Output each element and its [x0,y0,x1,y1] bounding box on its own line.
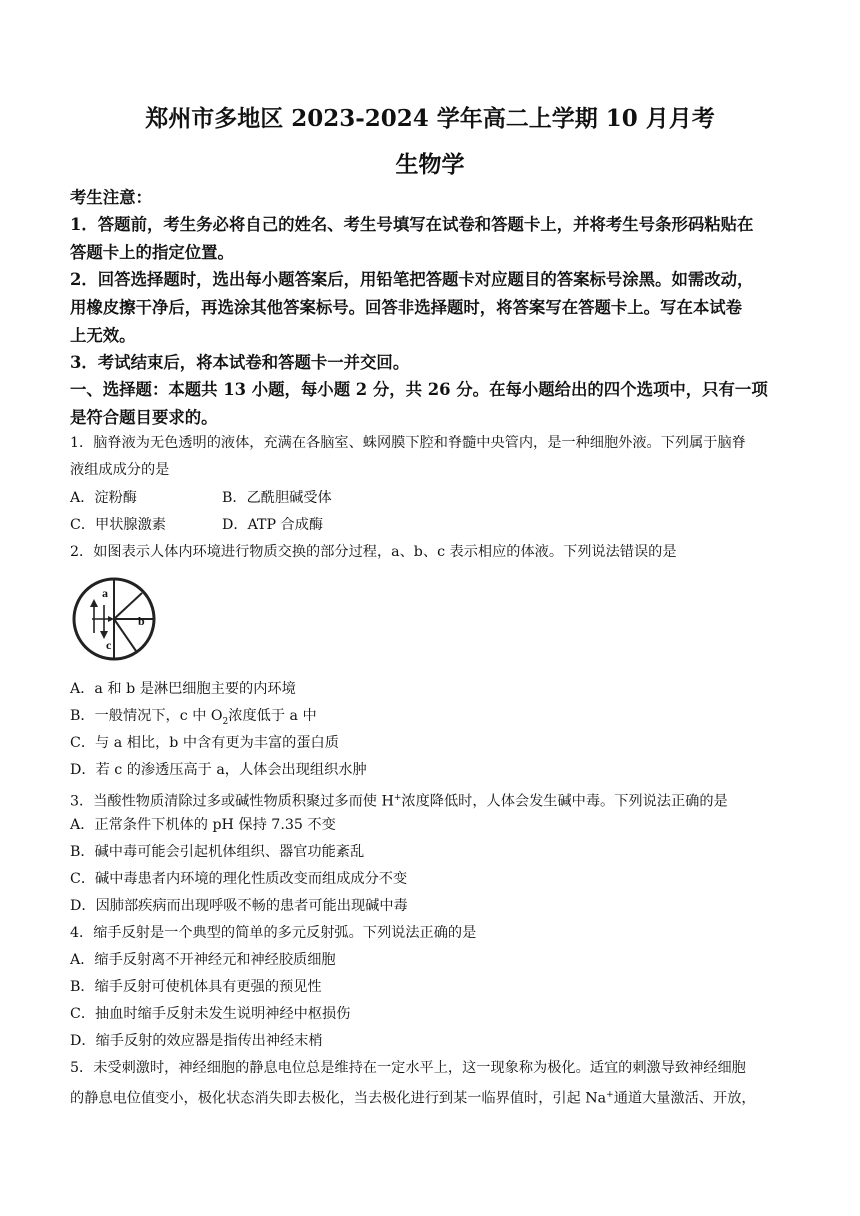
q4-option-d: D．缩手反射的效应器是指传出神经末梢 [70,1033,323,1049]
diagram-branch-lower [114,619,136,651]
section-heading-line-2: 是符合题目要求的。 [70,408,218,427]
notice-item-3: 3．考试结束后，将本试卷和答题卡一并交回。 [70,353,410,372]
q1-option-a: A．淀粉酶 [70,490,137,506]
q5-stem-line-1: 5．未受刺激时，神经细胞的静息电位总是维持在一定水平上，这一现象称为极化。适宜的刺激导致神经细胞 [70,1060,746,1076]
diagram-arrowhead-up [90,599,98,607]
diagram-label-a: a [102,586,108,600]
body-fluid-diagram [68,573,160,665]
diagram-label-b: b [138,614,145,628]
diagram-label-c: c [106,638,112,652]
q1-stem-line-1: 1．脑脊液为无色透明的液体，充满在各脑室、蛛网膜下腔和脊髓中央管内，是一种细胞外液。下列属于脑脊 [70,435,746,451]
q1-option-b: B．乙酰胆碱受体 [222,490,332,506]
q3-stem: 3．当酸性物质清除过多或碱性物质积聚过多而使 H+浓度降低时，人体会发生碱中毒。下列说法正确的是 [70,793,728,810]
notice-heading: 考生注意： [70,188,152,207]
q4-option-c: C．抽血时缩手反射未发生说明神经中枢损伤 [70,1006,351,1022]
notice-item-2-line-3: 上无效。 [70,326,136,345]
q2-option-d: D．若 c 的渗透压高于 a，人体会出现组织水肿 [70,762,367,778]
notice-item-2-line-1: 2．回答选择题时，选出每小题答案后，用铅笔把答题卡对应题目的答案标号涂黑。如需改动， [70,270,754,289]
q1-stem-line-2: 液组成成分的是 [70,462,170,478]
subject-title: 生物学 [395,151,465,178]
q1-option-c: C．甲状腺激素 [70,517,166,533]
notice-item-1-line-2: 答题卡上的指定位置。 [70,243,234,262]
section-heading-line-1: 一、选择题：本题共 13 小题，每小题 2 分，共 26 分。在每小题给出的四个选项中，只有一项 [70,380,768,399]
q5-stem-line-2: 的静息电位值变小，极化状态消失即去极化，当去极化进行到某一临界值时，引起 Na+通道大量激活、开放， [70,1090,756,1107]
q3-option-b: B．碱中毒可能会引起机体组织、器官功能紊乱 [70,844,365,860]
q2-option-b: B．一般情况下，c 中 $O_2$浓度低于 a 中 [70,708,317,727]
q4-option-b: B．缩手反射可使机体具有更强的预见性 [70,979,322,995]
exam-title: 郑州市多地区 2023-2024 学年高二上学期 10 月月考 [145,105,715,132]
q1-option-d: D．ATP 合成酶 [222,517,324,533]
q3-option-c: C．碱中毒患者内环境的理化性质改变而组成成分不变 [70,871,408,887]
q3-option-a: A．正常条件下机体的 pH 保持 7.35 不变 [70,817,336,833]
notice-item-1-line-1: 1．答题前，考生务必将自己的姓名、考生号填写在试卷和答题卡上，并将考生号条形码粘贴在 [70,215,754,234]
q3-option-d: D．因肺部疾病而出现呼吸不畅的患者可能出现碱中毒 [70,898,408,914]
q2-option-c: C．与 a 相比，b 中含有更为丰富的蛋白质 [70,735,339,751]
notice-item-2-line-2: 用橡皮擦干净后，再选涂其他答案标号。回答非选择题时，将答案写在答题卡上。写在本试卷 [70,298,743,317]
q4-stem: 4．缩手反射是一个典型的简单的多元反射弧。下列说法正确的是 [70,925,477,941]
q2-option-a: A．a 和 b 是淋巴细胞主要的内环境 [70,681,296,697]
q4-option-a: A．缩手反射离不开神经元和神经胶质细胞 [70,952,336,968]
q2-stem: 2．如图表示人体内环境进行物质交换的部分过程，a、b、c 表示相应的体液。下列说法错误的是 [70,544,677,560]
